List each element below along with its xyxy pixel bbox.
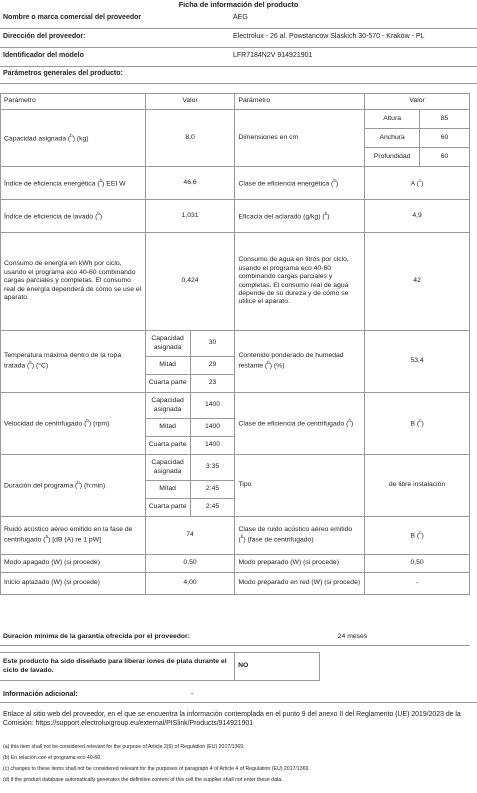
type-value: de libre instalación (365, 455, 470, 517)
networked-standby-value: - (365, 573, 470, 595)
spin-sub-label-1: Capacidad asignada (145, 393, 190, 419)
spin-sub-value-1: 1400 (190, 393, 235, 419)
ions-table (0, 652, 320, 681)
spin-sub-label-2: Mitad (145, 419, 190, 437)
guarantee-value: 24 meses (235, 629, 470, 645)
duration-sub-value-3: 2:45 (190, 499, 235, 517)
divider (0, 702, 477, 703)
water-consumption-label: Consumo de agua en litros por ciclo, usando el programa eco 40-60 combinando cargas parciales y completas. El consumo real de agua depende de su dureza y de cómo se utilice el aparato. (235, 233, 365, 331)
anchura-label: Anchura (365, 129, 420, 148)
duration-sub-label-2: Mitad (145, 481, 190, 499)
energy-class-value: A ($^c$) (365, 167, 470, 200)
guarantee-label: Duración mínima de la garantía ofrecida por el proveedor: (0, 629, 235, 645)
temp-sub-value-3: 23 (190, 375, 235, 393)
rinse-value: 4,9 (365, 200, 470, 233)
supplier-address-label: Dirección del proveedor: (0, 28, 230, 47)
parameters-table (0, 93, 470, 595)
footnote-d: (d) if the product database automatically generates the definitive content of this cell the supplier shall not enter these data. (3, 777, 283, 783)
altura-value: 85 (420, 110, 470, 129)
off-mode-value: 0,50 (145, 555, 235, 573)
footnote-c: (c) changes to these items shall not be considered relevant for the purposes of paragraph 4 of Article 4 of Regulation (EU) 2017/1369. (3, 766, 310, 772)
additional-info (3, 691, 473, 700)
off-mode-label: Modo apagado (W) (si procede) (1, 555, 146, 573)
spin-class-label: Clase de eficiencia de centrifugado ($^b$) (235, 393, 365, 455)
temp-sub-value-2: 29 (190, 357, 235, 375)
moisture-value: 53,4 (365, 331, 470, 393)
moisture-label: Contenido ponderado de humedad restante ($^b$) (%) (235, 331, 365, 393)
noise-value: 74 (145, 517, 235, 555)
networked-standby-label: Modo preparado en red (W) (si procede) (235, 573, 365, 595)
general-params-label: Parámetros generales del producto: (0, 66, 477, 83)
water-consumption-value: 42 (365, 233, 470, 331)
model-id: LFR7184N2V 914921901 (230, 47, 477, 66)
duration-sub-label-3: Cuarta parte (145, 499, 190, 517)
spin-sub-label-3: Cuarta parte (145, 437, 190, 455)
ions-value: NO (235, 653, 320, 681)
spin-speed-label: Velocidad de centrifugado ($^b$) (rpm) (1, 393, 146, 455)
supplier-address: Electrolux - 26 al. Powstancow Slaskich 30-570 - Krakow - PL (230, 28, 477, 47)
spin-sub-value-3: 1400 (190, 437, 235, 455)
noise-class-label: Clase de ruido acústico aéreo emitido ($^b$) (fase de centrifugado) (235, 517, 365, 555)
delay-start-label: Inicio aplazado (W) (si procede) (1, 573, 146, 595)
eei-label: Índice de eficiencia energética ($^b$) EEI W (1, 167, 146, 200)
energy-consumption-label: Consumo de energía en kWh por ciclo, usando el programa eco 40-60 combinando cargas parciales y completas. El consumo real de energía dependerá de cómo se use el aparato. (1, 233, 146, 331)
rinse-label: Eficacia del aclarado (g/kg) ($^b$) (235, 200, 365, 233)
temperature-label: Temperatura máxima dentro de la ropa tratada ($^b$) (°C) (1, 331, 146, 393)
footnote-b: (b) En relación con el programa eco 40-60. (3, 755, 102, 761)
additional-label: Información adicional: (3, 691, 78, 698)
type-label: Tipo (235, 455, 365, 517)
model-label: Identificador del modelo (0, 47, 230, 66)
profundidad-label: Profundidad (365, 148, 420, 167)
col-header-value-2: Valor (365, 94, 470, 110)
duration-label: Duración del programa ($^b$) (h:min) (1, 455, 146, 517)
spin-class-value: B ($^c$) (365, 393, 470, 455)
altura-label: Altura (365, 110, 420, 129)
duration-sub-value-1: 3:35 (190, 455, 235, 481)
weblink-text: Enlace al sitio web del proveedor, en el que se encuentra la información contemplada en el punto 9 del anexo II del Reglamento (UE) 2019/2023 de la Comisión: https://support.electroluxgroup.eu/external/PISlink/Products/914921901 (3, 711, 461, 727)
temp-sub-label-3: Cuarta parte (145, 375, 190, 393)
energy-class-label: Clase de eficiencia energética ($^b$) (235, 167, 365, 200)
col-header-value: Valor (145, 94, 235, 110)
standby-value: 0,50 (365, 555, 470, 573)
temp-sub-value-1: 30 (190, 331, 235, 357)
spin-sub-value-2: 1400 (190, 419, 235, 437)
temp-sub-label-1: Capacidad asignada (145, 331, 190, 357)
delay-start-value: 4,00 (145, 573, 235, 595)
energy-consumption-value: 0,424 (145, 233, 235, 331)
capacity-value: 8,0 (145, 110, 235, 167)
duration-sub-value-2: 2:45 (190, 481, 235, 499)
eei-value: 46,6 (145, 167, 235, 200)
wash-index-label: Índice de eficiencia de lavado ($^b$) (1, 200, 146, 233)
wash-index-value: 1,031 (145, 200, 235, 233)
page-title: Ficha de información del producto (178, 0, 299, 9)
additional-value: - (191, 691, 194, 698)
dimensions-label: Dimensiones en cm (235, 110, 365, 167)
noise-class-value: B ($^c$) (365, 517, 470, 555)
duration-sub-label-1: Capacidad asignada (145, 455, 190, 481)
standby-label: Modo preparado (W) (si procede) (235, 555, 365, 573)
supplier-name: AEG (230, 10, 477, 28)
profundidad-value: 60 (420, 148, 470, 167)
capacity-label: Capacidad asignada ($^b$) (kg) (1, 110, 146, 167)
temp-sub-label-2: Mitad (145, 357, 190, 375)
footnote-a: (a) this item shall not be considered relevant for the purpose of Article 2(6) of Regulation (EU) 2017/1369. (3, 744, 245, 750)
col-header-param-2: Parámetro (235, 94, 365, 110)
noise-label: Ruido acústico aéreo emitido en la fase de centrifugado ($^b$) [dB (A) re 1 pW] (1, 517, 146, 555)
supplier-table (0, 10, 477, 84)
ions-label: Este producto ha sido diseñado para liberar iones de plata durante el ciclo de lavado. (0, 653, 235, 681)
supplier-name-label: Nombre o marca comercial del proveedor (0, 10, 230, 28)
anchura-value: 60 (420, 129, 470, 148)
col-header-param: Parámetro (1, 94, 146, 110)
guarantee-table (0, 629, 470, 646)
